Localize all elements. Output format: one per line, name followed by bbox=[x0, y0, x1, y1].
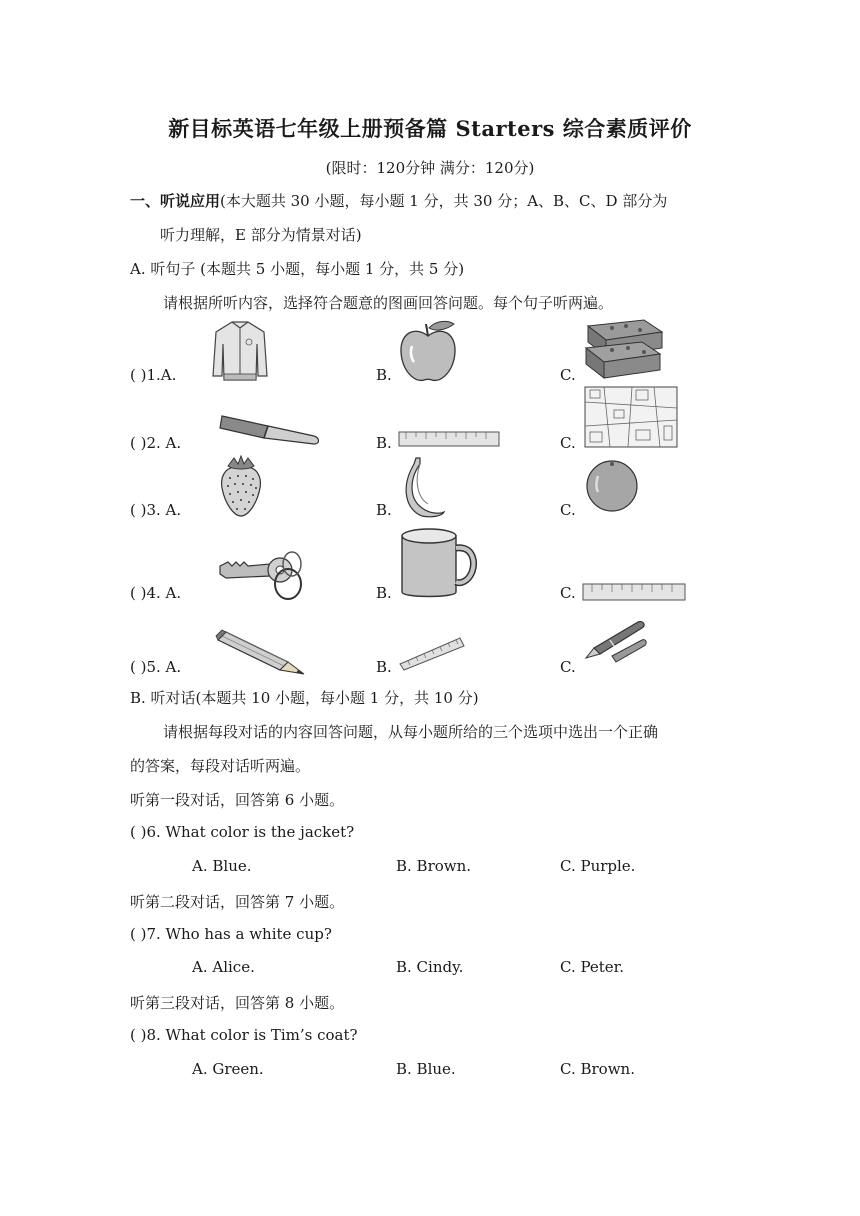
keys-icon bbox=[218, 544, 304, 602]
partA-heading: A. 听句子 (本题共 5 小题，每小题 1 分，共 5 分) bbox=[130, 260, 465, 278]
partB-instruction-line2: 的答案，每段对话听两遍。 bbox=[130, 757, 311, 775]
q6-option-b: B. Brown. bbox=[396, 857, 472, 875]
dialogue2-intro: 听第二段对话，回答第 7 小题。 bbox=[130, 893, 345, 911]
q5-option-b: B. bbox=[376, 658, 392, 676]
section1-desc-line1: (本大题共 30 小题，每小题 1 分，共 30 分；A、B、C、D 部分为 bbox=[220, 192, 668, 210]
q2-option-c: C. bbox=[560, 434, 576, 452]
apple-icon bbox=[398, 318, 458, 384]
section1-heading: 一、听说应用 bbox=[130, 192, 221, 210]
q6-option-c: C. Purple. bbox=[560, 857, 636, 875]
ruler-icon bbox=[582, 583, 686, 601]
q6-question: ( )6. What color is the jacket? bbox=[130, 823, 355, 841]
q7-question: ( )7. Who has a white cup? bbox=[130, 925, 332, 943]
q2-prefix: ( )2. A. bbox=[130, 434, 182, 452]
q3-option-c: C. bbox=[560, 501, 576, 519]
q7-option-c: C. Peter. bbox=[560, 958, 624, 976]
q4-prefix: ( )4. A. bbox=[130, 584, 182, 602]
jacket-icon bbox=[212, 318, 268, 382]
q2-option-b: B. bbox=[376, 434, 392, 452]
strawberry-icon bbox=[218, 454, 264, 518]
ruler-icon bbox=[398, 431, 500, 447]
q4-option-c: C. bbox=[560, 584, 576, 602]
dialogue1-intro: 听第一段对话，回答第 6 小题。 bbox=[130, 791, 345, 809]
q8-option-a: A. Green. bbox=[192, 1060, 264, 1078]
q4-option-b: B. bbox=[376, 584, 392, 602]
q5-option-c: C. bbox=[560, 658, 576, 676]
q7-option-b: B. Cindy. bbox=[396, 958, 464, 976]
ruler-icon bbox=[398, 636, 466, 672]
q7-option-a: A. Alice. bbox=[192, 958, 255, 976]
page-subtitle: (限时：120分钟 满分：120分) bbox=[325, 159, 535, 177]
q1-prefix: ( )1.A. bbox=[130, 366, 177, 384]
q8-question: ( )8. What color is Tim’s coat? bbox=[130, 1026, 358, 1044]
q8-option-b: B. Blue. bbox=[396, 1060, 456, 1078]
q1-option-c: C. bbox=[560, 366, 576, 384]
map-icon bbox=[584, 386, 678, 448]
q8-option-c: C. Brown. bbox=[560, 1060, 635, 1078]
q3-prefix: ( )3. A. bbox=[130, 501, 182, 519]
q6-option-a: A. Blue. bbox=[192, 857, 252, 875]
pencil-icon bbox=[216, 630, 306, 676]
section1-line1 bbox=[130, 190, 667, 211]
banana-icon bbox=[402, 454, 446, 518]
q1-option-b: B. bbox=[376, 366, 392, 384]
dialogue3-intro: 听第三段对话，回答第 8 小题。 bbox=[130, 994, 345, 1012]
section1-desc-line2: 听力理解，E 部分为情景对话) bbox=[160, 226, 362, 244]
partB-heading: B. 听对话(本题共 10 小题，每小题 1 分，共 10 分) bbox=[130, 689, 479, 707]
partA-instruction: 请根据所听内容，选择符合题意的图画回答问题。每个句子听两遍。 bbox=[163, 294, 614, 312]
marker-pen-icon bbox=[218, 408, 322, 446]
q3-option-b: B. bbox=[376, 501, 392, 519]
partB-instruction-line1: 请根据每段对话的内容回答问题，从每小题所给的三个选项中选出一个正确 bbox=[163, 723, 659, 741]
page-title: 新目标英语七年级上册预备篇 Starters 综合素质评价 bbox=[168, 116, 692, 141]
q5-prefix: ( )5. A. bbox=[130, 658, 182, 676]
books-icon bbox=[582, 318, 664, 382]
mug-icon bbox=[398, 526, 478, 602]
fountain-pen-icon bbox=[582, 618, 648, 662]
orange-icon bbox=[584, 458, 640, 512]
